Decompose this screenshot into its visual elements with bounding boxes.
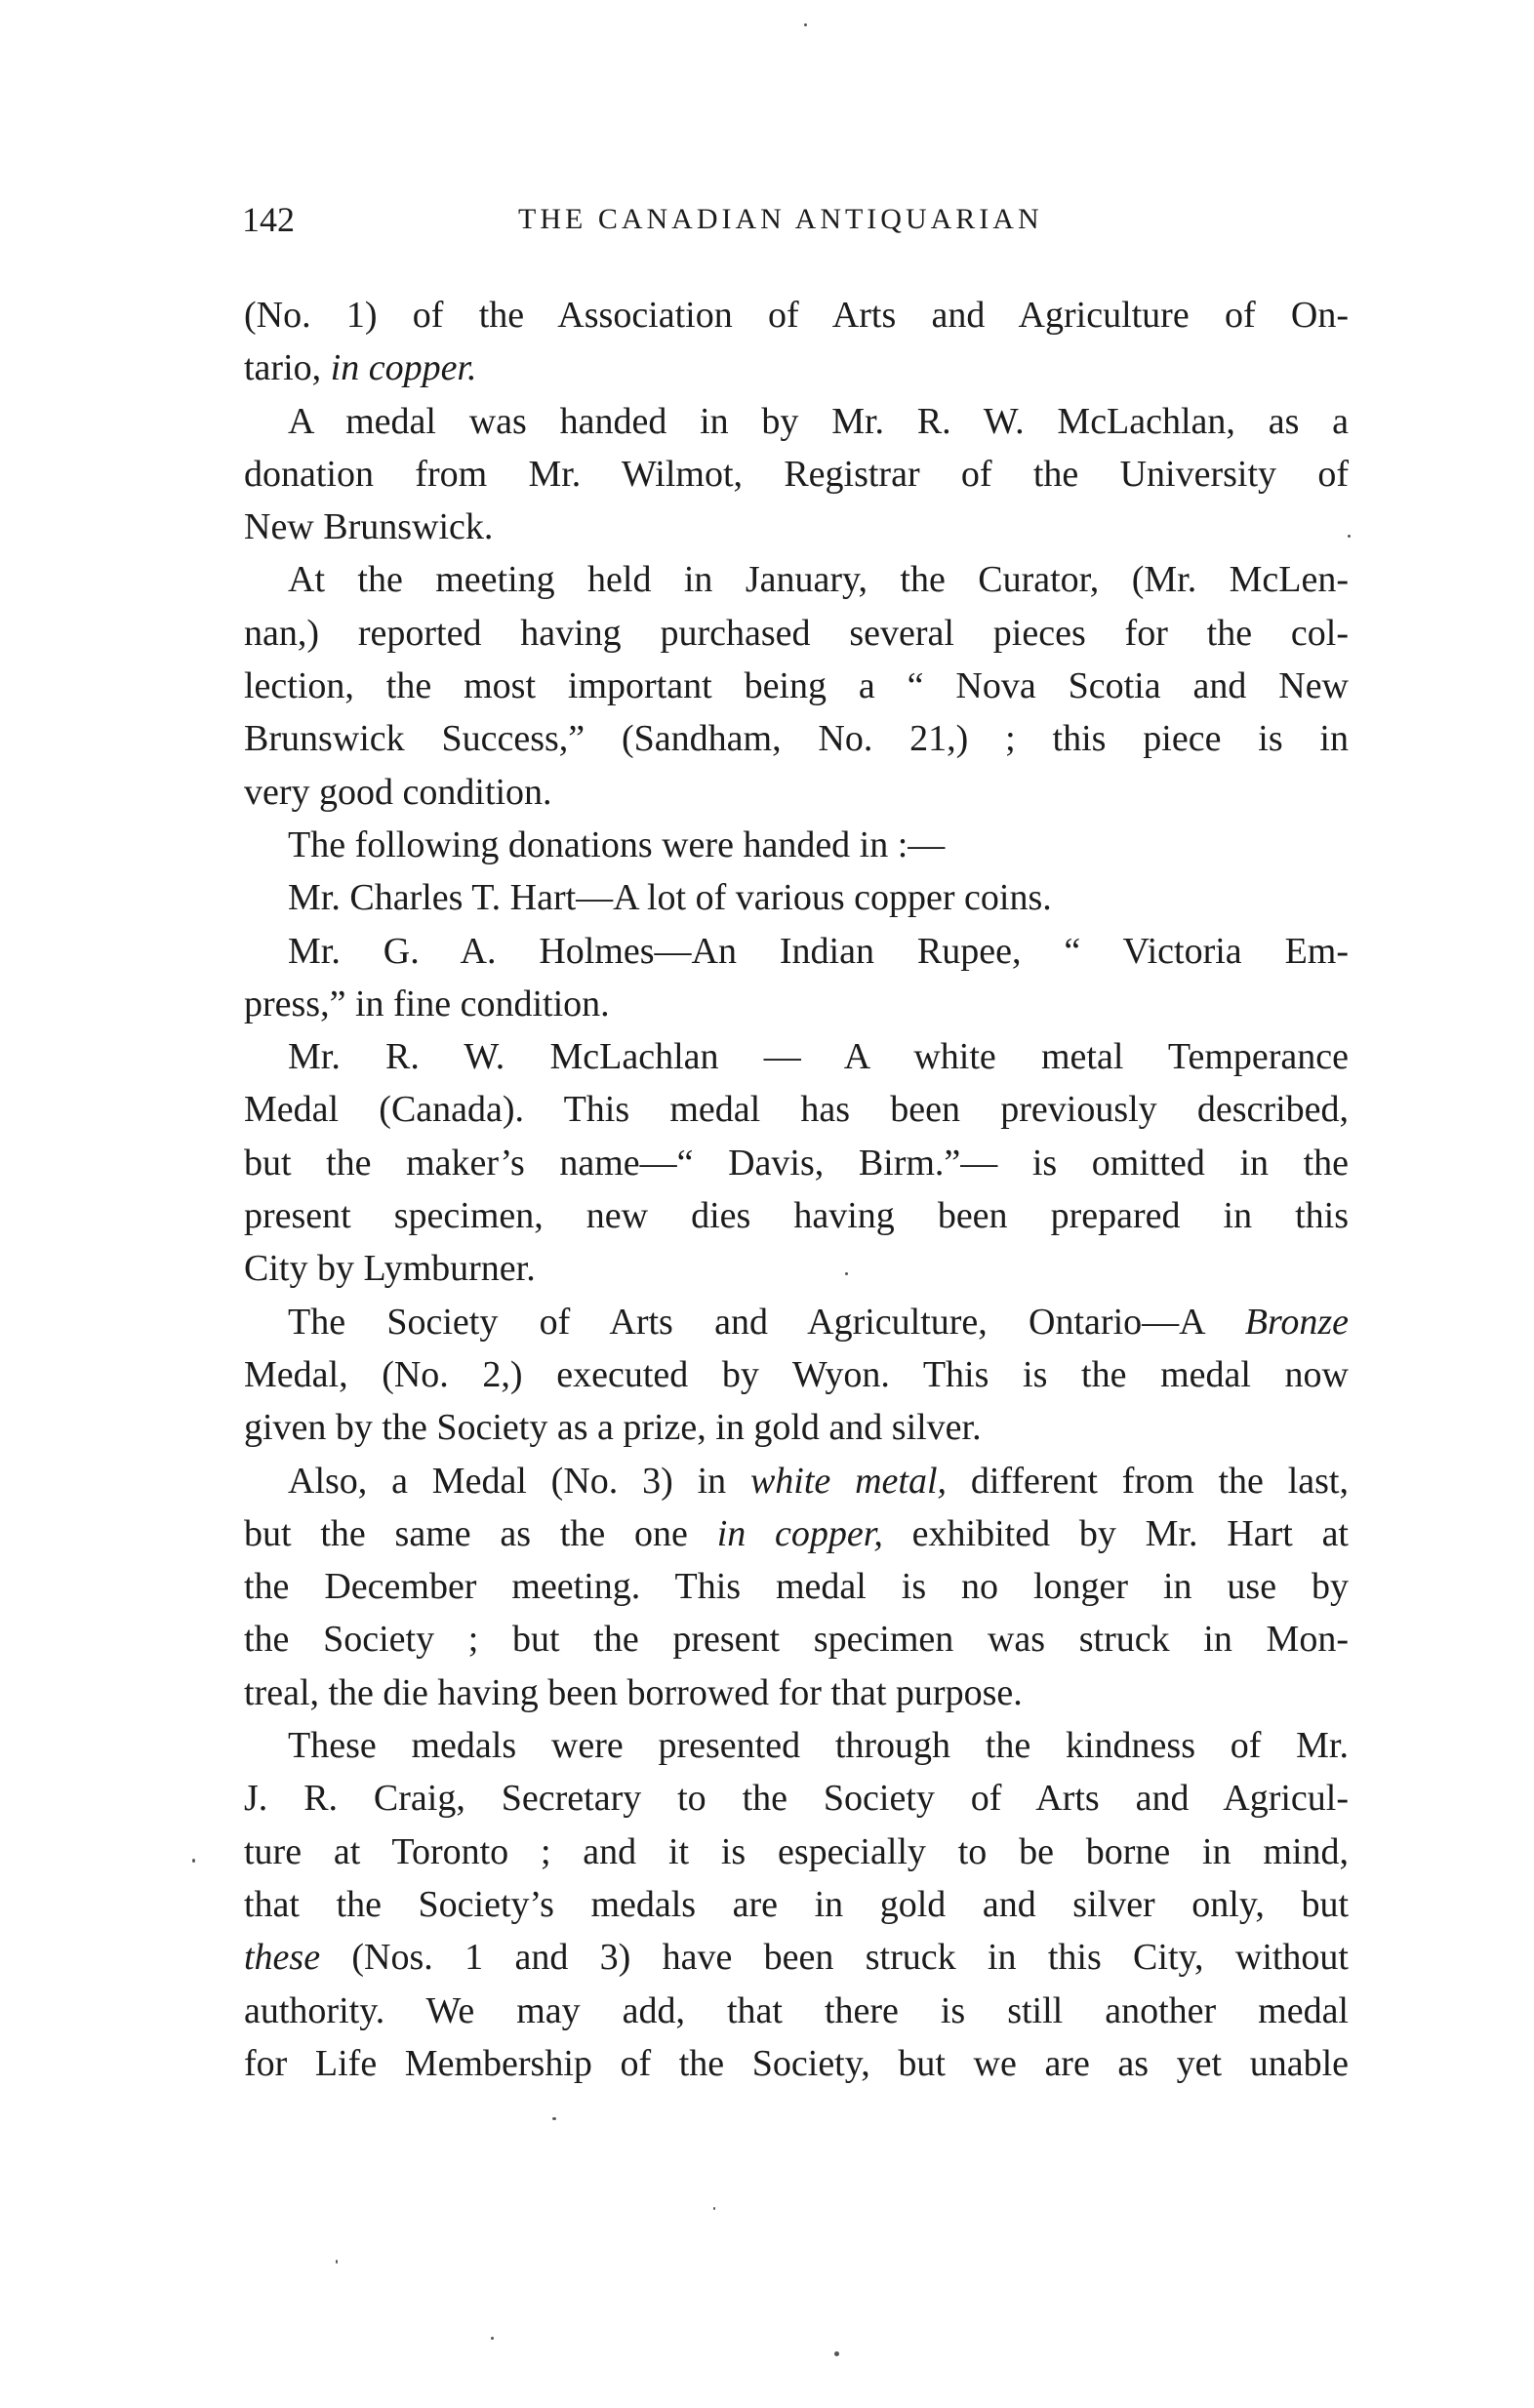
page-number: 142 bbox=[242, 200, 295, 239]
text-line bbox=[244, 712, 1349, 765]
text-line bbox=[244, 1137, 1349, 1189]
line-text: Brunswick Success,” (Sandham, No. 21,) ; this piece is in bbox=[244, 718, 1349, 760]
text-line bbox=[244, 1507, 1349, 1560]
italic-text: these bbox=[244, 1937, 321, 1979]
text-line bbox=[244, 289, 1349, 341]
line-text: but the maker’s name—“ Davis, Birm.”— is omitted in the bbox=[244, 1142, 1349, 1184]
line-text: Mr. G. A. Holmes—An Indian Rupee, “ Victoria Em- bbox=[288, 930, 1349, 972]
text-line bbox=[244, 341, 1349, 394]
line-text: for Life Membership of the Society, but we are as yet unable bbox=[244, 2042, 1349, 2084]
running-head bbox=[242, 195, 1349, 244]
text-line bbox=[244, 1985, 1349, 2037]
text-line bbox=[244, 1613, 1349, 1666]
italic-text: in copper. bbox=[330, 347, 477, 389]
text-line bbox=[244, 1666, 1349, 1719]
text-line bbox=[244, 448, 1349, 501]
line-text: The following donations were handed in :— bbox=[288, 823, 946, 865]
line-text: Mr. R. W. McLachlan — A white metal Temperance bbox=[288, 1036, 1349, 1078]
line-text: very good condition. bbox=[244, 771, 552, 813]
line-text: authority. We may add, that there is still another medal bbox=[244, 1989, 1349, 2031]
line-text: that the Society’s medals are in gold and silver only, but bbox=[244, 1883, 1349, 1925]
text-line bbox=[244, 660, 1349, 712]
italic-text: in copper, bbox=[716, 1512, 883, 1554]
text-line bbox=[244, 871, 1349, 924]
text-line bbox=[244, 1560, 1349, 1613]
line-text: At the meeting held in January, the Curator, (Mr. McLen- bbox=[288, 559, 1349, 601]
line-text: press,” in fine condition. bbox=[244, 983, 610, 1024]
italic-text: white metal, bbox=[749, 1460, 948, 1502]
line-text: nan,) reported having purchased several pieces for the col- bbox=[244, 612, 1349, 654]
line-text: These medals were presented through the kindness of Mr. bbox=[288, 1725, 1349, 1767]
line-text: treal, the die having been borrowed for that purpose. bbox=[244, 1671, 1023, 1713]
text-line bbox=[244, 1401, 1349, 1454]
body-text bbox=[244, 289, 1349, 2090]
line-text: Medal (Canada). This medal has been previously described, bbox=[244, 1089, 1349, 1131]
text-line bbox=[244, 1826, 1349, 1878]
running-title: THE CANADIAN ANTIQUARIAN bbox=[518, 203, 1043, 235]
line-text-after: (Nos. 1 and 3) have been struck in this City, without bbox=[320, 1937, 1349, 1979]
line-text: A medal was handed in by Mr. R. W. McLachlan, as a bbox=[288, 400, 1349, 442]
text-line bbox=[244, 1719, 1349, 1772]
line-text: The Society of Arts and Agriculture, Ontario—A bbox=[288, 1301, 1245, 1343]
line-text: the December meeting. This medal is no longer in use by bbox=[244, 1566, 1349, 1608]
italic-text: Bronze bbox=[1244, 1301, 1349, 1343]
text-line bbox=[244, 553, 1349, 606]
line-text: but the same as the one bbox=[244, 1512, 717, 1554]
line-text-after: different from the last, bbox=[947, 1460, 1349, 1502]
text-line bbox=[244, 501, 1349, 553]
text-line bbox=[244, 1030, 1349, 1083]
line-text: given by the Society as a prize, in gold and silver. bbox=[244, 1407, 982, 1449]
line-text: Mr. Charles T. Hart—A lot of various copper coins. bbox=[288, 877, 1052, 919]
text-line bbox=[244, 1931, 1349, 1984]
line-text: ture at Toronto ; and it is especially to be borne in mind, bbox=[244, 1830, 1349, 1872]
line-text: City by Lymburner. bbox=[244, 1248, 536, 1290]
text-line bbox=[244, 819, 1349, 871]
text-line bbox=[244, 1296, 1349, 1348]
text-line bbox=[244, 1348, 1349, 1401]
line-text: tario, bbox=[244, 347, 331, 389]
text-line bbox=[244, 1189, 1349, 1242]
line-text: present specimen, new dies having been prepared in this bbox=[244, 1195, 1349, 1237]
line-text: donation from Mr. Wilmot, Registrar of the University of bbox=[244, 453, 1349, 495]
line-text: New Brunswick. bbox=[244, 506, 494, 548]
line-text: the Society ; but the present specimen was struck in Mon- bbox=[244, 1619, 1349, 1661]
text-line bbox=[244, 978, 1349, 1030]
text-line bbox=[244, 607, 1349, 660]
text-line bbox=[244, 1083, 1349, 1136]
line-text: (No. 1) of the Association of Arts and Agriculture of On- bbox=[244, 295, 1349, 336]
text-line bbox=[244, 2037, 1349, 2090]
text-line bbox=[244, 395, 1349, 448]
line-text: Also, a Medal (No. 3) in bbox=[288, 1460, 750, 1502]
line-text-after: exhibited by Mr. Hart at bbox=[882, 1512, 1349, 1554]
text-line bbox=[244, 1878, 1349, 1931]
text-line bbox=[244, 1772, 1349, 1825]
line-text: Medal, (No. 2,) executed by Wyon. This is the medal now bbox=[244, 1353, 1349, 1395]
text-line bbox=[244, 1455, 1349, 1507]
text-line bbox=[244, 766, 1349, 819]
text-line bbox=[244, 925, 1349, 978]
line-text: lection, the most important being a “ Nova Scotia and New bbox=[244, 665, 1349, 707]
text-line bbox=[244, 1242, 1349, 1295]
line-text: J. R. Craig, Secretary to the Society of Arts and Agricul- bbox=[244, 1778, 1349, 1820]
